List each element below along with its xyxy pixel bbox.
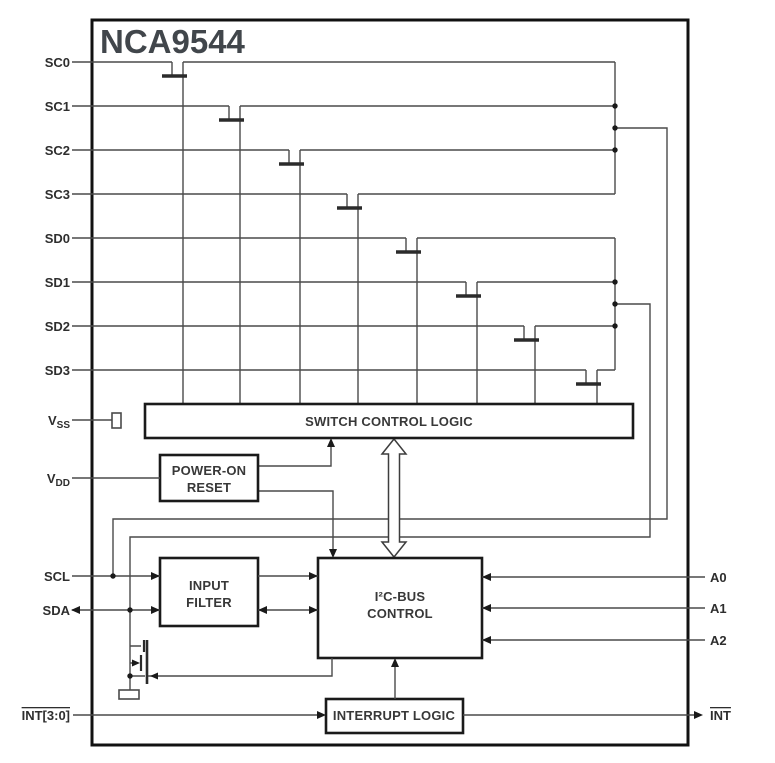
- sc2-label: SC2: [44, 143, 70, 158]
- ground-symbol: [119, 690, 139, 699]
- power-on-reset-label-1: POWER-ON: [171, 463, 247, 478]
- input-filter-label-2: FILTER: [186, 595, 232, 610]
- junction-dot: [110, 573, 115, 578]
- int-bus-label: INT[3:0]: [21, 708, 70, 723]
- power-on-reset-label-2: RESET: [186, 480, 232, 495]
- sd2-label: SD2: [44, 319, 70, 334]
- interrupt-logic-block: [326, 699, 463, 733]
- sd1-label: SD1: [44, 275, 70, 290]
- junction-dot: [612, 147, 617, 152]
- int-out-label: INT: [710, 708, 731, 723]
- sc0-label: SC0: [44, 55, 70, 70]
- junction-dot: [612, 301, 617, 306]
- junction-dot: [612, 125, 617, 130]
- a2-label: A2: [710, 633, 727, 648]
- input-filter-block: [160, 558, 258, 626]
- junction-dot: [127, 607, 132, 612]
- junction-dot: [612, 323, 617, 328]
- junction-dot: [612, 103, 617, 108]
- chip-title: NCA9544: [100, 23, 245, 60]
- interrupt-logic-label: INTERRUPT LOGIC: [332, 708, 456, 723]
- input-filter-label-1: INPUT: [189, 578, 229, 593]
- power-on-reset-block: [160, 455, 258, 501]
- sda-label: SDA: [42, 603, 70, 618]
- switch-control-logic-label: SWITCH CONTROL LOGIC: [305, 414, 473, 429]
- vss-label: $V_{SS}$: [47, 413, 70, 431]
- junction-dot: [612, 279, 617, 284]
- a1-label: A1: [710, 601, 727, 616]
- switch-control-logic-block: [145, 404, 633, 438]
- vdd-label: $V_{DD}$: [46, 471, 70, 489]
- i2c-bus-control-label-1: I²C-BUS: [374, 589, 426, 604]
- sd3-label: SD3: [44, 363, 70, 378]
- vss-terminal-symbol: [112, 413, 121, 428]
- i2c-bus-control-label-2: CONTROL: [367, 606, 433, 621]
- scl-label: SCL: [44, 569, 70, 584]
- sd0-label: SD0: [44, 231, 70, 246]
- sc1-label: SC1: [44, 99, 70, 114]
- i2c-bus-control-block: [318, 558, 482, 658]
- sc3-label: SC3: [44, 187, 70, 202]
- junction-dot: [127, 673, 132, 678]
- a0-label: A0: [710, 570, 727, 585]
